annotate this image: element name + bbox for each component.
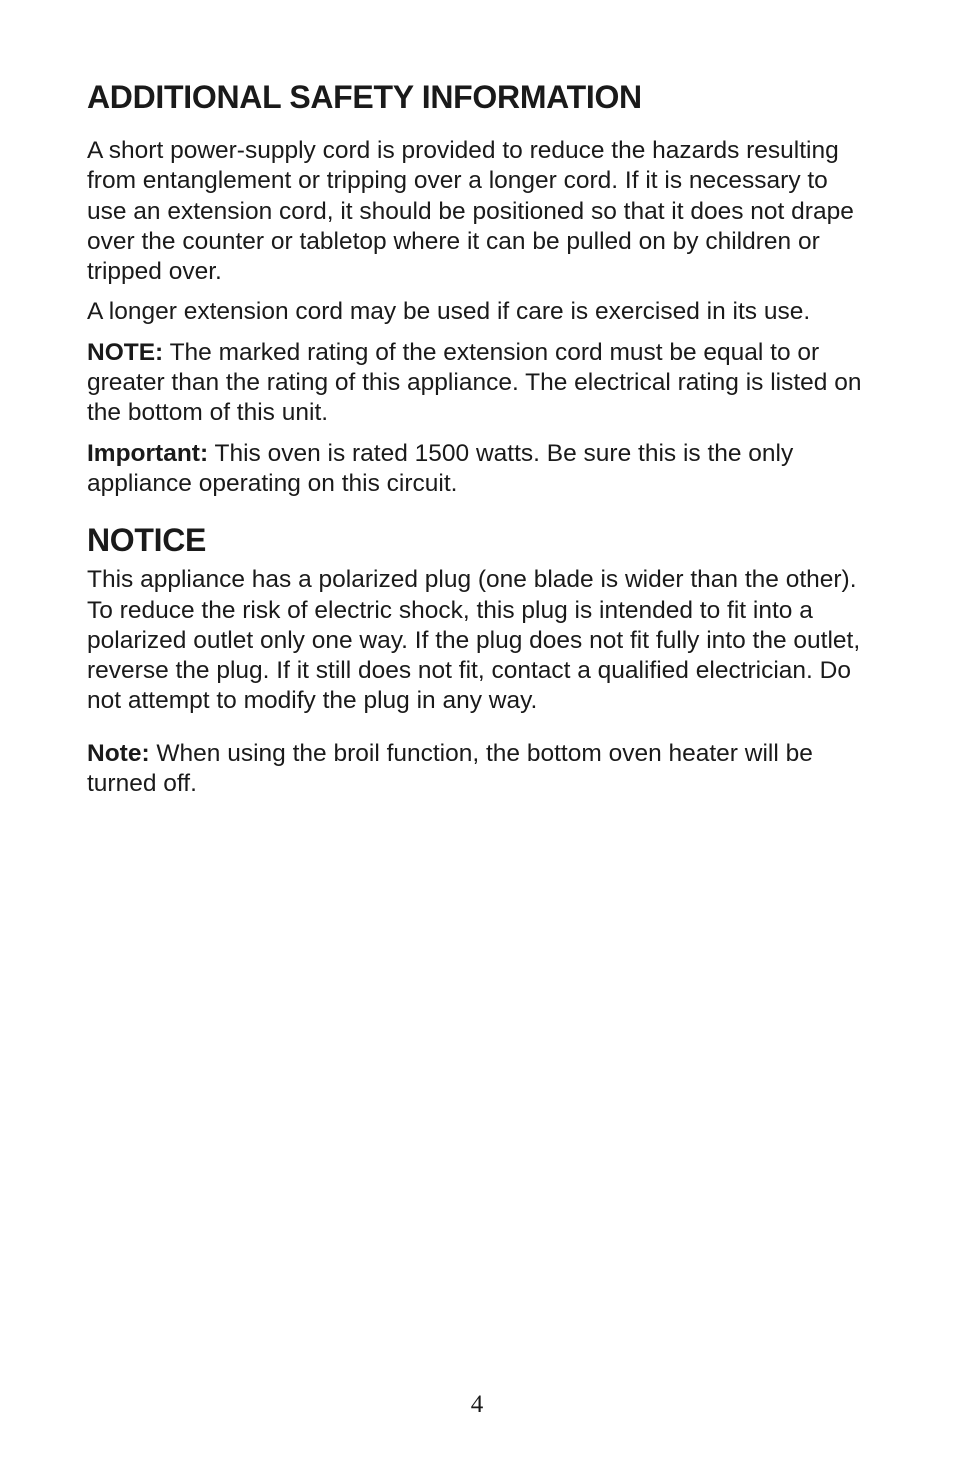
- important-paragraph: [87, 439, 867, 500]
- safety-heading: ADDITIONAL SAFETY INFORMATION: [87, 79, 642, 115]
- extension-cord-paragraph: A longer extension cord may be used if care is exercised in its use.: [87, 298, 811, 326]
- broil-note-paragraph: [87, 739, 867, 800]
- important-label: Important:: [87, 439, 209, 467]
- broil-note-label: Note:: [87, 739, 150, 767]
- note-label: NOTE:: [87, 338, 164, 366]
- notice-heading: NOTICE: [87, 522, 207, 559]
- manual-page: [87, 0, 867, 799]
- broil-note-text: When using the broil function, the bottom oven heater will be turned off.: [87, 739, 813, 798]
- cord-paragraph: A short power-supply cord is provided to reduce the hazards resulting from entanglement or tripping over a longer cord. If it is necessary to use an extension cord, it should be positioned so that it does not drape over the counter or tabletop where it can be pulled on by children or tripped over.: [87, 137, 854, 286]
- page-number: 4: [470, 1391, 484, 1418]
- rating-note-paragraph: [87, 338, 867, 429]
- note-text: The marked rating of the extension cord must be equal to or greater than the rating of this appliance. The electrical rating is listed on the bottom of this unit.: [87, 338, 862, 427]
- important-text: This oven is rated 1500 watts. Be sure this is the only appliance operating on this circuit.: [87, 439, 794, 497]
- polarized-plug-paragraph: This appliance has a polarized plug (one blade is wider than the other). To reduce the risk of electric shock, this plug is intended to fit into a polarized outlet only one way. If the plug does not fit fully into the outlet, reverse the plug. If it still does not fit, contact a qualified electrician. Do not attempt to modify the plug in any way.: [87, 566, 861, 715]
